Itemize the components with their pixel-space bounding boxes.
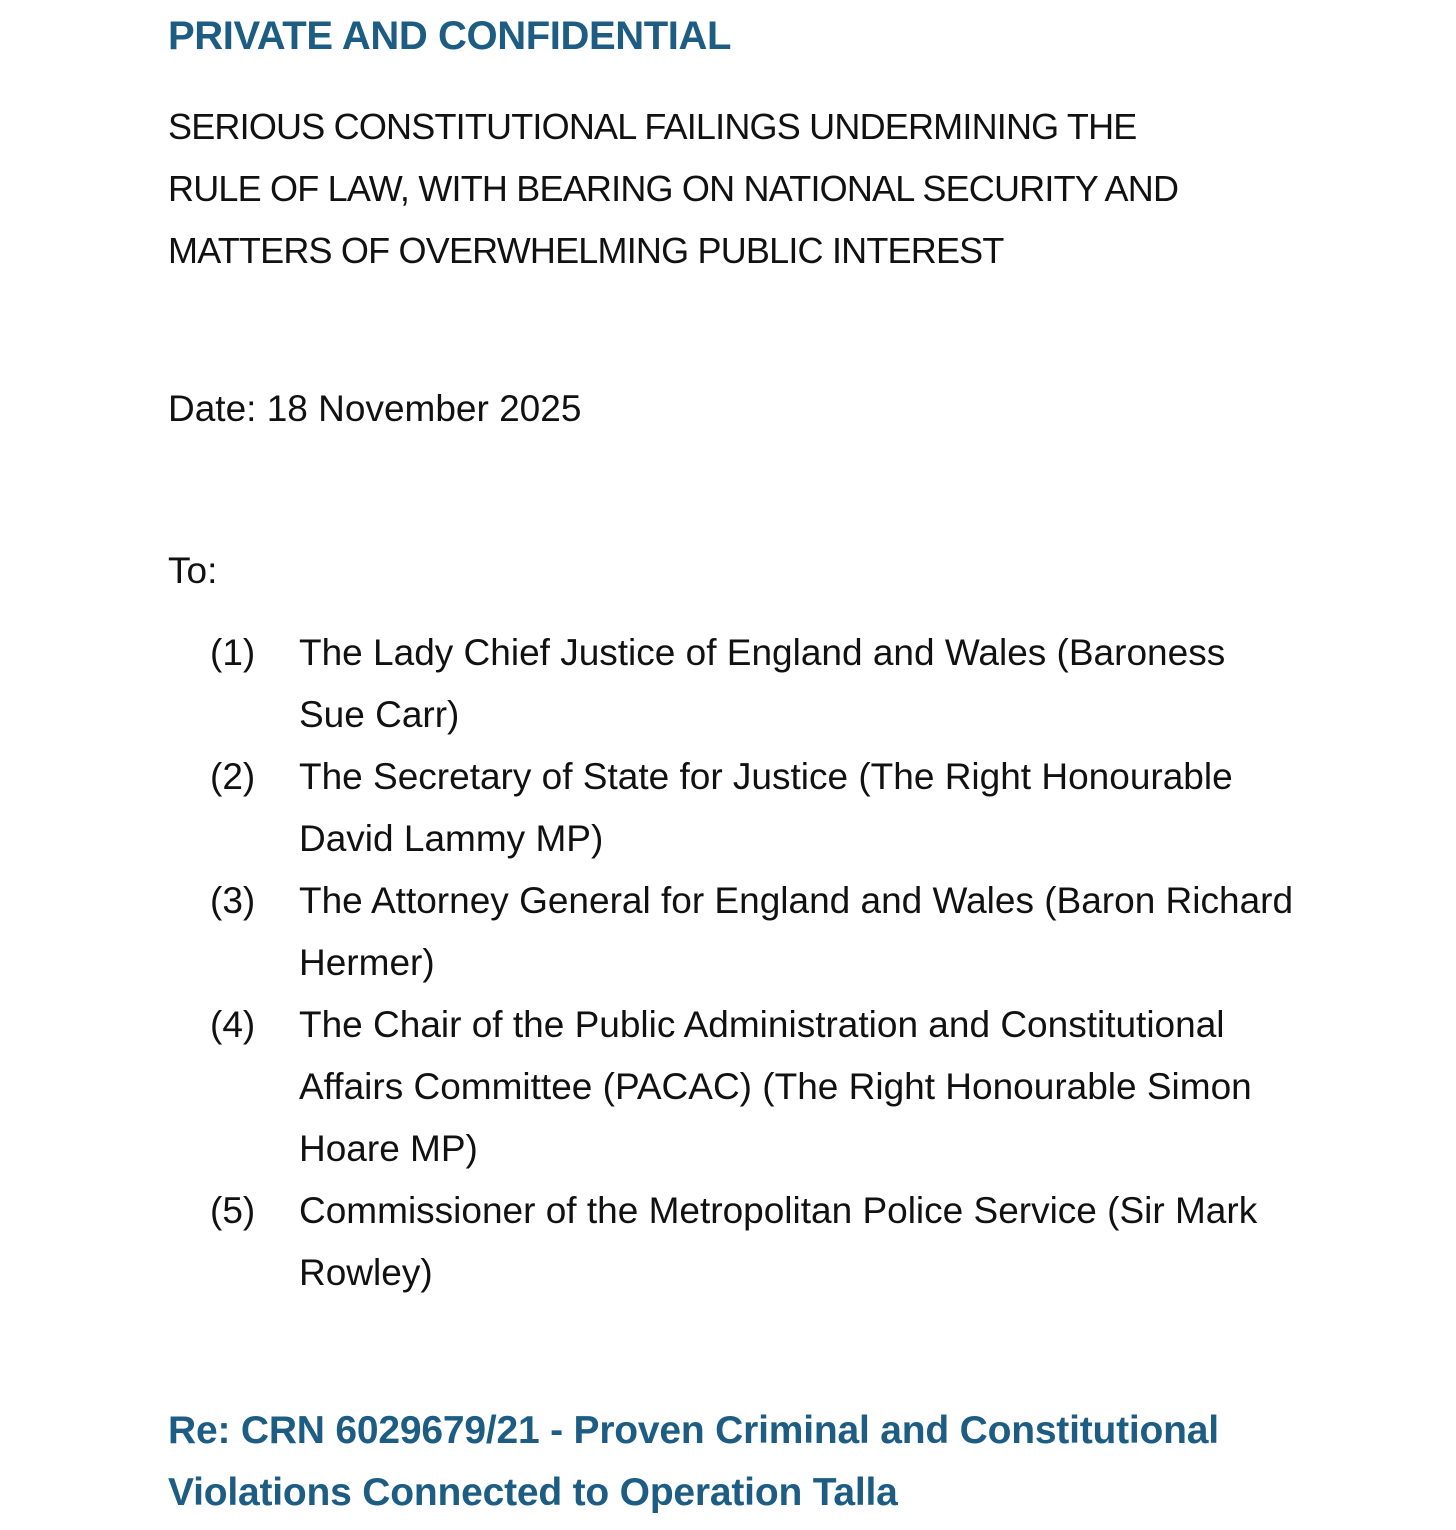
subject-line: RULE OF LAW, WITH BEARING ON NATIONAL SECURITY AND <box>168 168 1179 209</box>
recipient-number: (4) <box>210 1004 256 1045</box>
recipient-number: (2) <box>210 756 256 797</box>
subject-line: MATTERS OF OVERWHELMING PUBLIC INTEREST <box>168 230 1004 271</box>
letter-date: Date: 18 November 2025 <box>168 388 582 429</box>
recipient-list <box>210 622 1300 1304</box>
subject-block <box>168 96 1318 282</box>
recipient-item <box>210 622 1300 746</box>
recipient-item <box>210 1180 1300 1304</box>
recipient-number: (5) <box>210 1190 256 1231</box>
recipient-name: Commissioner of the Metropolitan Police Service (Sir Mark Rowley) <box>299 1190 1258 1293</box>
recipient-name: The Chair of the Public Administration and Constitutional Affairs Committee (PACAC) (The Right Honourable Simon Hoare MP) <box>299 1004 1252 1169</box>
recipient-item <box>210 994 1300 1180</box>
subject-line: SERIOUS CONSTITUTIONAL FAILINGS UNDERMINING THE <box>168 106 1137 147</box>
reference-line: Re: CRN 6029679/21 - Proven Criminal and Constitutional Violations Connected to Operation Talla <box>168 1409 1219 1514</box>
recipient-number: (1) <box>210 632 256 673</box>
recipient-item <box>210 870 1300 994</box>
recipient-number: (3) <box>210 880 256 921</box>
to-label: To: <box>168 550 218 591</box>
recipient-name: The Attorney General for England and Wales (Baron Richard Hermer) <box>299 880 1294 983</box>
recipient-item <box>210 746 1300 870</box>
confidentiality-heading: PRIVATE AND CONFIDENTIAL <box>168 14 731 58</box>
recipient-name: The Lady Chief Justice of England and Wales (Baroness Sue Carr) <box>299 632 1226 735</box>
recipient-name: The Secretary of State for Justice (The Right Honourable David Lammy MP) <box>299 756 1233 859</box>
